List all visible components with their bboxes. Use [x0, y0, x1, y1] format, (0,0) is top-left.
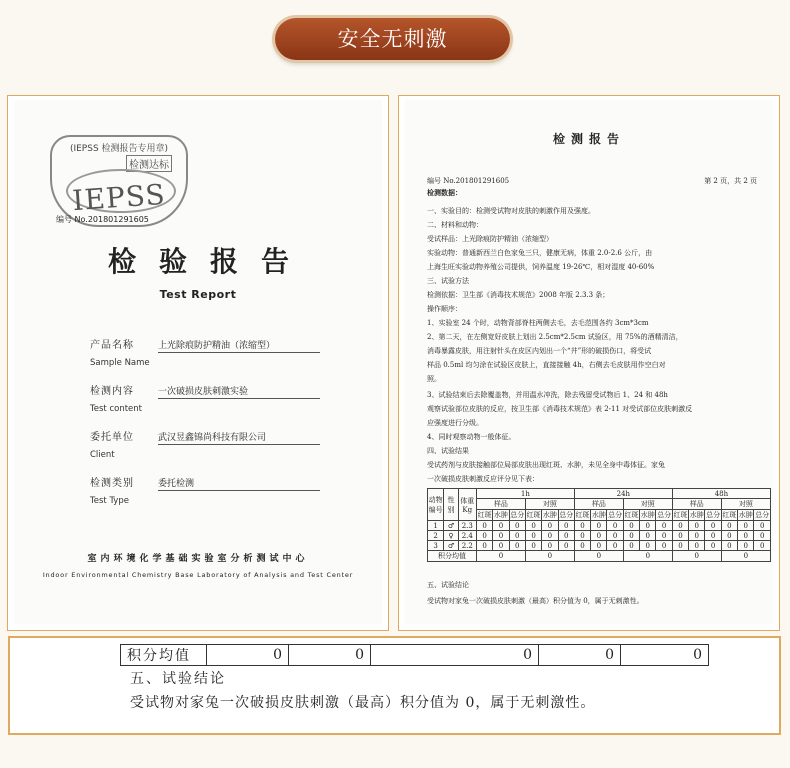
- report-text-line: 上海生旺实验动物养殖公司提供，饲养温度 19-26℃，相对湿度 40-60%: [427, 263, 655, 271]
- score-cell: 0: [574, 541, 590, 551]
- zoom-score-label: 积分均值: [121, 645, 207, 666]
- score-cell: 0: [689, 521, 705, 531]
- score-cell: 0: [656, 531, 672, 541]
- header-group: 样品: [574, 499, 623, 510]
- table-cell: 2.3: [458, 521, 476, 531]
- field-value: 上光除痕防护精油（浓缩型）: [158, 338, 320, 353]
- header-sub: 水肿: [542, 511, 557, 519]
- score-cell: 0: [525, 541, 541, 551]
- score-cell: 0: [738, 531, 754, 541]
- score-cell: 0: [591, 531, 607, 541]
- score-cell: 0: [591, 521, 607, 531]
- score-cell: 0: [705, 531, 721, 541]
- conclusion-zoom-panel: [8, 636, 781, 735]
- zoom-score-cell: 0: [289, 645, 371, 666]
- score-cell: 0: [607, 521, 623, 531]
- report-text-line: 实验动物：普通新西兰白色家兔三只，健康无病，体重 2.0-2.6 公斤，由: [427, 249, 653, 257]
- header-sub: 水肿: [493, 511, 508, 519]
- score-cell: 0: [672, 521, 688, 531]
- score-label: 积分均值: [428, 551, 477, 562]
- zoom-score-cell: 0: [371, 645, 539, 666]
- report-text-line: 样品 0.5ml 均匀涂在试验区皮肤上，直接接触 4h，右侧去毛皮肤用作空白对: [427, 361, 666, 369]
- header-sub: 总分: [657, 511, 672, 519]
- field-sample-name: [90, 336, 320, 353]
- score-cell: 0: [558, 521, 574, 531]
- header-sub: 总分: [755, 511, 770, 519]
- header-time: 1h: [476, 489, 574, 499]
- score-cell: 0: [607, 531, 623, 541]
- score-cell: 0: [558, 531, 574, 541]
- score-cell: 0: [476, 541, 492, 551]
- header-time: 48h: [672, 489, 770, 499]
- header-sex: 性别: [444, 489, 458, 521]
- header-animal: 动物编号: [428, 489, 444, 521]
- header-sub: 水肿: [738, 511, 753, 519]
- section-banner: 安全无刺激: [275, 18, 510, 60]
- header-sub: 总分: [559, 511, 574, 519]
- score-cell: 0: [754, 531, 771, 541]
- score-cell: 0: [493, 521, 509, 531]
- field-label: 检测内容: [90, 386, 134, 397]
- score-cell: 0: [493, 531, 509, 541]
- report-text-line: 3、试验结束后去除覆盖物，并用温水冲洗，除去残留受试物后 1、24 和 48h: [427, 391, 668, 399]
- report-text-line: 四、试验结果: [427, 447, 469, 455]
- score-cell: 0: [672, 541, 688, 551]
- zoom-score-row: [121, 645, 709, 666]
- score-cell: 0: [509, 531, 525, 541]
- zoom-score-cell: 0: [207, 645, 289, 666]
- header-group: 对照: [721, 499, 770, 510]
- field-test-type: [90, 474, 320, 491]
- report-text-line: 一次破损皮肤刺激反应评分见下表：: [427, 475, 539, 483]
- score-cell: 0: [623, 521, 639, 531]
- zoom-score-table: [120, 644, 709, 666]
- header-sub: 红斑: [673, 511, 688, 519]
- report-text-line: 受试药剂与皮肤接触部位局部皮肤出现红斑、水肿，未见全身中毒体征。家兔: [427, 461, 665, 469]
- report-text-line: 操作顺序：: [427, 305, 462, 313]
- header-sub: 红斑: [624, 511, 639, 519]
- report-text-line: 照。: [427, 375, 441, 383]
- score-mean: 0: [623, 551, 672, 562]
- report-cover-frame[interactable]: [7, 95, 389, 631]
- score-cell: 0: [542, 541, 558, 551]
- field-client: [90, 428, 320, 445]
- header-sub: 水肿: [591, 511, 606, 519]
- header-group: 样品: [672, 499, 721, 510]
- conclusion-heading: 五、试验结论: [427, 581, 469, 589]
- report-text-line: 检测数据：: [427, 188, 462, 197]
- report-text-line: 观察试验部位皮肤的反应，按卫生部《消毒技术规范》表 2-11 对受试部位皮肤刺激反: [427, 405, 693, 413]
- score-cell: 0: [705, 541, 721, 551]
- score-cell: 0: [689, 541, 705, 551]
- field-label-en: Sample Name: [90, 358, 150, 368]
- score-cell: 0: [542, 531, 558, 541]
- score-cell: 0: [672, 531, 688, 541]
- score-cell: 0: [574, 521, 590, 531]
- org-name-en: Indoor Environmental Chemistry Base Laboratory of Analysis and Test Center: [42, 571, 354, 579]
- field-test-content: [90, 382, 320, 399]
- report-text-line: 检测依据：卫生部《消毒技术规范》2008 年版 2.3.3 条；: [427, 291, 610, 299]
- table-cell: ♂: [444, 521, 458, 531]
- report-text-line: 受试样品：上光除痕防护精油（浓缩型）: [427, 235, 553, 243]
- table-score-row: [428, 551, 771, 562]
- header-sub: 红斑: [477, 511, 492, 519]
- score-cell: 0: [607, 541, 623, 551]
- table-header-row: [428, 489, 771, 499]
- score-mean: 0: [672, 551, 721, 562]
- score-cell: 0: [640, 521, 656, 531]
- header-weight: 体重Kg: [458, 489, 476, 521]
- score-cell: 0: [705, 521, 721, 531]
- header-sub: 总分: [706, 511, 721, 519]
- report-data-frame[interactable]: [398, 95, 780, 631]
- stamp-badge: 检测达标: [126, 155, 172, 172]
- report-title: 检验报告: [107, 245, 312, 278]
- score-cell: 0: [754, 521, 771, 531]
- field-label: 检测类别: [90, 478, 134, 489]
- table-cell: 2.4: [458, 531, 476, 541]
- score-cell: 0: [721, 531, 737, 541]
- header-sub: 水肿: [689, 511, 704, 519]
- table-header-row: [428, 499, 771, 510]
- field-label-en: Client: [90, 450, 115, 460]
- score-cell: 0: [721, 541, 737, 551]
- field-label: 委托单位: [90, 432, 134, 443]
- report-subtitle: Test Report: [159, 288, 237, 301]
- score-cell: 0: [591, 541, 607, 551]
- score-cell: 0: [542, 521, 558, 531]
- score-mean: 0: [525, 551, 574, 562]
- table-row: [428, 531, 771, 541]
- report-text-line: 应强度进行分级。: [427, 419, 483, 427]
- score-cell: 0: [738, 521, 754, 531]
- table-cell: ♂: [444, 541, 458, 551]
- score-mean: 0: [476, 551, 525, 562]
- score-cell: 0: [754, 541, 771, 551]
- report-data-page: [405, 100, 773, 624]
- zoom-score-cell: 0: [539, 645, 621, 666]
- report-text-line: 一、实验目的：检测受试物对皮肤的刺激作用及强度。: [427, 207, 595, 215]
- report-text-line: 2、第二天，在左侧宽好皮肤上划出 2.5cm*2.5cm 试验区，用 75%的酒精清洁，: [427, 333, 683, 341]
- field-label: 产品名称: [90, 340, 134, 351]
- header-sub: 红斑: [526, 511, 541, 519]
- table-header-row: [428, 510, 771, 521]
- table-cell: 1: [428, 521, 444, 531]
- header-sub: 红斑: [722, 511, 737, 519]
- score-cell: 0: [476, 531, 492, 541]
- score-cell: 0: [509, 521, 525, 531]
- report-text-line: 4、同时观察动物一般体征。: [427, 433, 516, 441]
- stamp-caption: (IEPSS 检测报告专用章): [69, 144, 169, 154]
- header-group: 对照: [623, 499, 672, 510]
- zoom-conclusion-heading: 五、试验结论: [130, 671, 226, 687]
- table-cell: 2: [428, 531, 444, 541]
- score-cell: 0: [558, 541, 574, 551]
- score-cell: 0: [476, 521, 492, 531]
- report-cover: [14, 100, 382, 624]
- report-text-line: 1、实验室 24 个时，动物背部脊柱两侧去毛，去毛范围各约 3cm*3cm: [427, 319, 649, 327]
- report-text-line: 三、试验方法: [427, 277, 469, 285]
- report-text-line: 二、材料和动物：: [427, 221, 483, 229]
- score-cell: 0: [623, 531, 639, 541]
- score-cell: 0: [640, 541, 656, 551]
- table-cell: 3: [428, 541, 444, 551]
- score-cell: 0: [656, 521, 672, 531]
- score-cell: 0: [640, 531, 656, 541]
- header-group: 样品: [476, 499, 525, 510]
- data-page-serial: 编号 No.201801291605: [427, 177, 510, 185]
- score-cell: 0: [574, 531, 590, 541]
- field-value: 武汉昱鑫锦尚科技有限公司: [158, 430, 320, 445]
- score-cell: 0: [509, 541, 525, 551]
- report-serial: 编号 No.201801291605: [56, 215, 149, 224]
- header-time: 24h: [574, 489, 672, 499]
- table-row: [428, 521, 771, 531]
- header-sub: 总分: [608, 511, 623, 519]
- field-value: 一次破损皮肤刺激实验: [158, 384, 320, 399]
- field-label-en: Test Type: [90, 496, 129, 506]
- score-mean: 0: [574, 551, 623, 562]
- score-cell: 0: [525, 531, 541, 541]
- score-cell: 0: [623, 541, 639, 551]
- table-row: [428, 541, 771, 551]
- org-name-cn: 室内环境化学基础实验室分析测试中心: [87, 554, 309, 564]
- score-cell: 0: [525, 521, 541, 531]
- score-mean: 0: [721, 551, 770, 562]
- zoom-conclusion-text: 受试物对家兔一次破损皮肤刺激（最高）积分值为 0，属于无刺激性。: [130, 695, 596, 711]
- irritation-score-table: [427, 488, 771, 562]
- header-sub: 红斑: [575, 511, 590, 519]
- report-text-line: 消毒暴露皮肤，用注射针头在皮区内划出一个“井”形的破损伤口，将受试: [427, 347, 652, 355]
- data-page-title: 检测报告: [552, 132, 625, 146]
- zoom-score-cell: 0: [621, 645, 709, 666]
- header-sub: 总分: [510, 511, 525, 519]
- score-cell: 0: [738, 541, 754, 551]
- score-cell: 0: [493, 541, 509, 551]
- table-cell: 2.2: [458, 541, 476, 551]
- page-number: 第 2 页，共 2 页: [704, 177, 757, 185]
- score-cell: 0: [689, 531, 705, 541]
- header-sub: 水肿: [640, 511, 655, 519]
- header-group: 对照: [525, 499, 574, 510]
- stamp-logo: IEPSS: [71, 177, 167, 218]
- score-cell: 0: [721, 521, 737, 531]
- table-cell: ♀: [444, 531, 458, 541]
- score-cell: 0: [656, 541, 672, 551]
- field-label-en: Test content: [90, 404, 142, 414]
- field-value: 委托检测: [158, 476, 320, 491]
- conclusion-text: 受试物对家兔一次破损皮肤刺激（最高）积分值为 0，属于无刺激性。: [427, 597, 644, 605]
